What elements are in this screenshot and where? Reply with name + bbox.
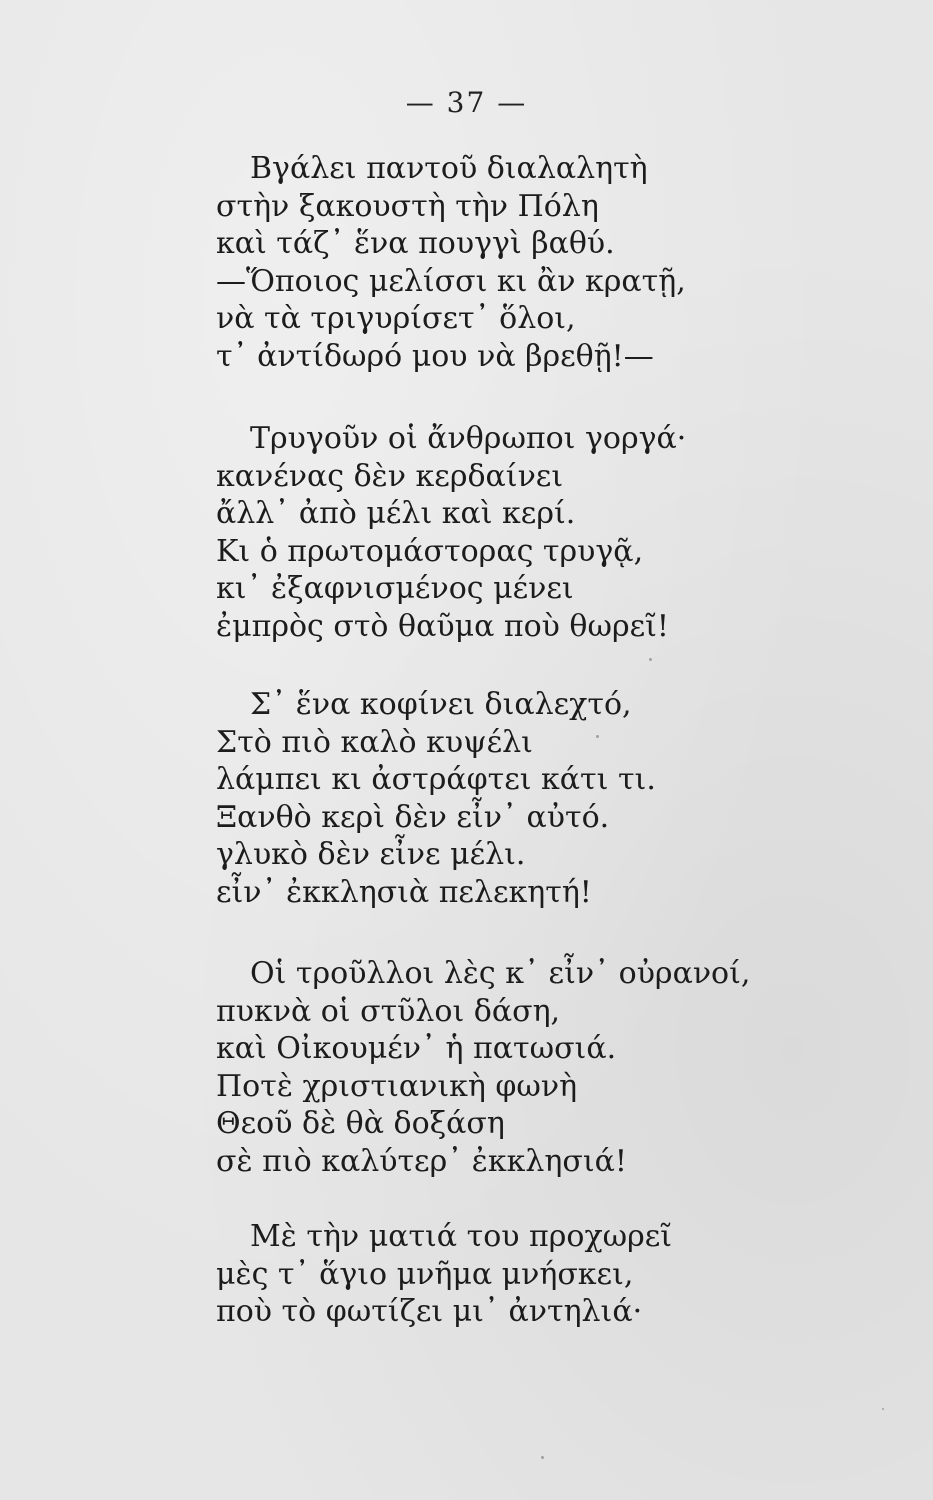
print-speck — [882, 1408, 884, 1410]
verse-line: ἐμπρὸς στὸ θαῦμα ποὺ θωρεῖ! — [216, 608, 669, 644]
page-number: — 37 — — [405, 86, 528, 119]
stanza-2 — [216, 420, 687, 645]
verse-line: Ξανθὸ κερὶ δὲν εἶν᾽ αὐτό. — [216, 799, 610, 835]
verse-line: Ποτὲ χριστιανικὴ φωνὴ — [216, 1068, 578, 1104]
verse-line: στὴν ξακουστὴ τὴν Πόλη — [216, 188, 599, 224]
verse-line: λάμπει κι ἀστράφτει κάτι τι. — [216, 762, 656, 797]
verse-line: καὶ Οἰκουμέν᾽ ἡ πατωσιά. — [216, 1031, 617, 1066]
verse-line: Στὸ πιὸ καλὸ κυψέλι — [216, 724, 533, 760]
verse-line: κανένας δὲν κερδαίνει — [216, 458, 564, 494]
print-speck — [596, 735, 599, 738]
verse-line: μὲς τ᾽ ἅγιο μνῆμα μνήσκει, — [216, 1256, 634, 1292]
verse-line: κι᾽ ἐξαφνισμένος μένει — [216, 571, 574, 606]
verse-line: Θεοῦ δὲ θὰ δοξάση — [216, 1106, 505, 1141]
verse-line: Κι ὁ πρωτομάστορας τρυγᾷ, — [216, 533, 644, 569]
verse-line: Σ᾽ ἕνα κοφίνει διαλεχτό, — [250, 687, 632, 722]
verse-line: Τρυγοῦν οἱ ἄνθρωποι γοργά· — [250, 421, 687, 456]
verse-line: Μὲ τὴν ματιά του προχωρεῖ — [250, 1219, 673, 1254]
verse-line: ἄλλ᾽ ἀπὸ μέλι καὶ κερί. — [216, 496, 576, 531]
print-speck — [541, 1456, 544, 1459]
print-speck — [649, 658, 652, 661]
verse-line: εἶν᾽ ἐκκλησιὰ πελεκητή! — [216, 874, 592, 910]
verse-line: νὰ τὰ τριγυρίσετ᾽ ὅλοι, — [216, 301, 576, 336]
stanza-1 — [216, 150, 686, 375]
verse-line: σὲ πιὸ καλύτερ᾽ ἐκκλησιά! — [216, 1143, 627, 1179]
stanza-5 — [216, 1218, 673, 1331]
verse-line: καὶ τάζ᾽ ἕνα πουγγὶ βαθύ. — [216, 226, 615, 261]
verse-line: ποὺ τὸ φωτίζει μι᾽ ἀντηλιά· — [216, 1294, 643, 1329]
verse-line: γλυκὸ δὲν εἶνε μέλι. — [216, 837, 526, 872]
stanza-3 — [216, 686, 656, 911]
stanza-4 — [216, 955, 751, 1180]
verse-line: τ᾽ ἀντίδωρό μου νὰ βρεθῇ!— — [216, 338, 654, 374]
verse-line: πυκνὰ οἱ στῦλοι δάση, — [216, 993, 561, 1029]
verse-line: Οἱ τροῦλλοι λὲς κ᾽ εἶν᾽ οὐρανοί, — [250, 956, 751, 991]
verse-line: Βγάλει παντοῦ διαλαλητὴ — [250, 151, 648, 186]
verse-line: —Ὅποιος μελίσσι κι ἂν κρατῇ, — [216, 263, 686, 299]
